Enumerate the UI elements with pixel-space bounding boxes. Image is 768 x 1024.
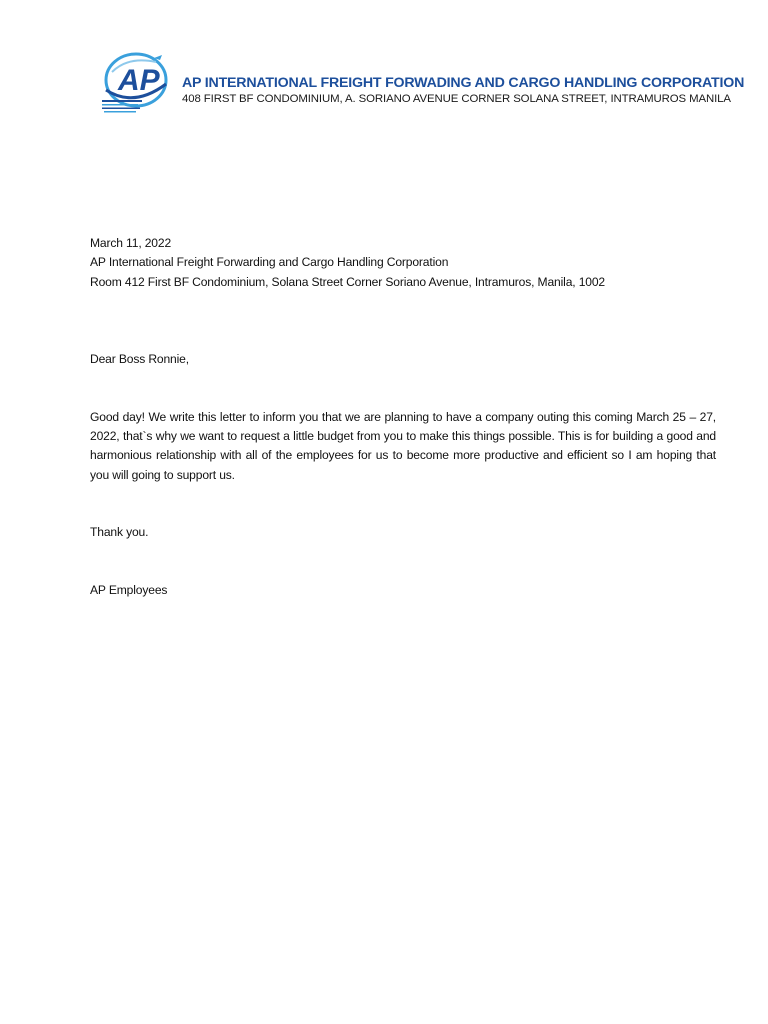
signature: AP Employees [90,582,168,597]
company-logo [98,50,170,116]
letterhead [98,50,745,118]
recipient-company: AP International Freight Forwarding and Cargo Handling Corporation [90,255,449,270]
body-paragraph: Good day! We write this letter to inform you that we are planning to have a company outing this coming March 25 – 27, 2022, that`s why we want to request a little budget from you to make this things possible. This is for building a good and harmonious relationship with all of the employees for us to become more productive and efficient so I am hoping that you will going to support us. [90,409,716,482]
recipient-address: Room 412 First BF Condominium, Solana Street Corner Soriano Avenue, Intramuros, Manila, 1002 [90,274,606,289]
letter-body [90,234,716,600]
letterhead-text [182,75,745,107]
company-address: 408 FIRST BF CONDOMINIUM, A. SORIANO AVENUE CORNER SOLANA STREET, INTRAMUROS MANILA [182,93,731,105]
company-name: AP INTERNATIONAL FREIGHT FORWADING AND CARGO HANDLING CORPORATION [182,75,745,91]
closing: Thank you. [90,525,149,540]
svg-text:AP: AP [118,64,160,97]
salutation: Dear Boss Ronnie, [90,352,189,367]
letter-date: March 11, 2022 [90,236,172,250]
